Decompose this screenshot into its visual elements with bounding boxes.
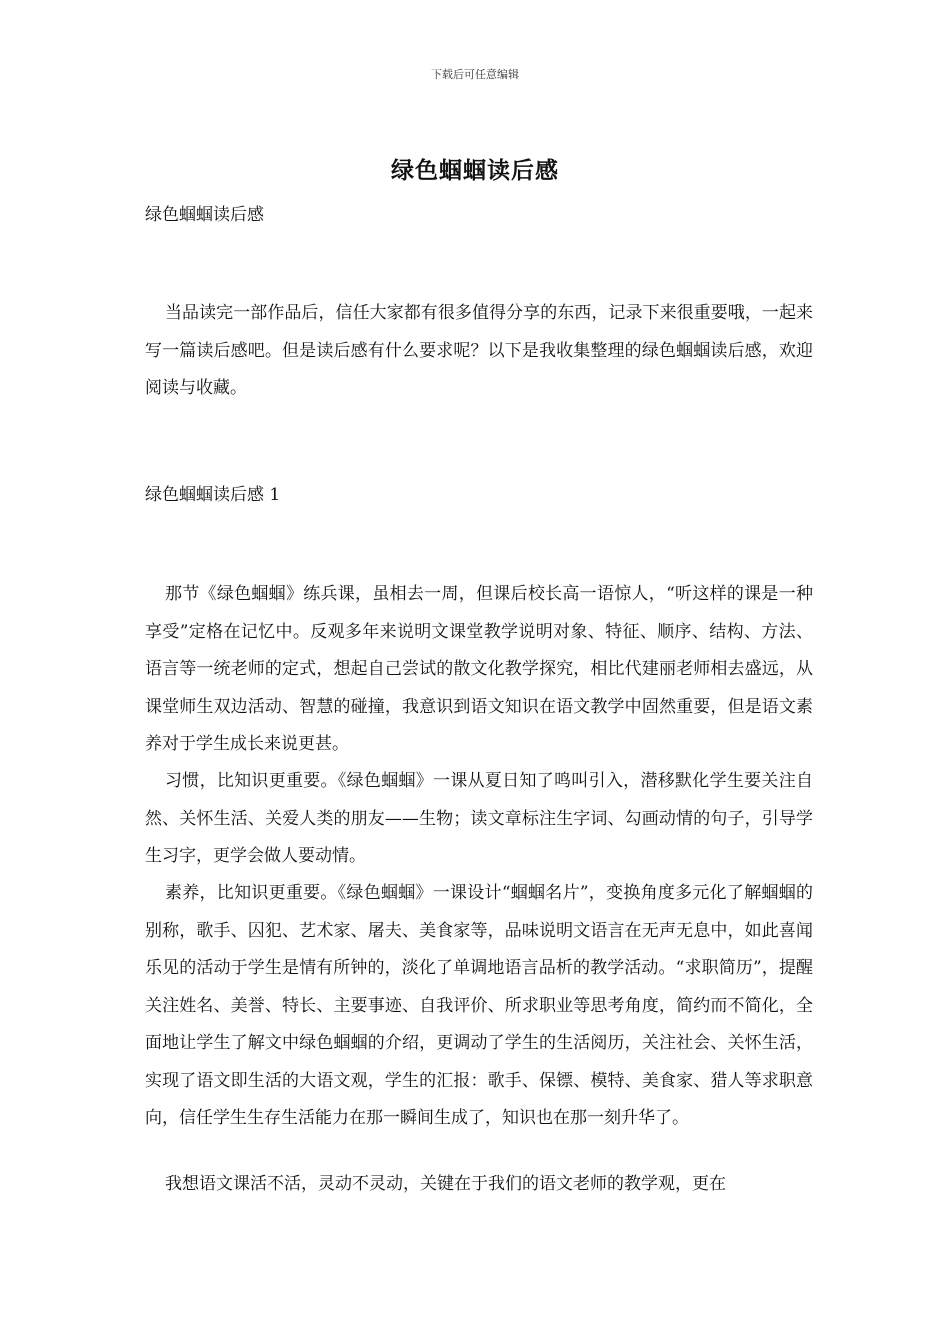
section-heading: 绿色蝈蝈读后感 1 <box>145 485 281 505</box>
body-paragraph: 习惯，比知识更重要。《绿色蝈蝈》一课从夏日知了鸣叫引入，潜移默化学生要关注自然、关怀生活、关爱人类的朋友——生物；读文章标注生字词、勾画动情的句子，引导学生习字，更学会做人要动情。 <box>145 771 813 866</box>
document-title: 绿色蝈蝈读后感 <box>391 157 559 184</box>
body-paragraph: 我想语文课活不活，灵动不灵动，关键在于我们的语文老师的教学观，更在 <box>165 1174 726 1194</box>
intro-paragraph: 当品读完一部作品后，信任大家都有很多值得分享的东西，记录下来很重要哦，一起来写一篇读后感吧。但是读后感有什么要求呢？以下是我收集整理的绿色蝈蝈读后感，欢迎阅读与收藏。 <box>145 303 813 398</box>
body-paragraph: 素养，比知识更重要。《绿色蝈蝈》一课设计“蝈蝈名片”，变换角度多元化了解蝈蝈的别称，歌手、囚犯、艺术家、屠夫、美食家等，品味说明文语言在无声无息中，如此喜闻乐见的活动于学生是情有所钟的，淡化了单调地语言品析的教学活动。“求职简历”，提醒关注姓名、美誉、特长、主要事迹、自我评价、所求职业等思考角度，简约而不简化，全面地让学生了解文中绿色蝈蝈的介绍，更调动了学生的生活阅历，关注社会、关怀生活，实现了语文即生活的大语文观，学生的汇报：歌手、保镖、模特、美食家、猎人等求职意向，信任学生生存生活能力在那一瞬间生成了，知识也在那一刻升华了。 <box>145 883 813 1128</box>
document-subtitle: 绿色蝈蝈读后感 <box>145 205 264 225</box>
body-paragraph: 那节《绿色蝈蝈》练兵课，虽相去一周，但课后校长高一语惊人，“听这样的课是一种享受”定格在记忆中。反观多年来说明文课堂教学说明对象、特征、顺序、结构、方法、语言等一统老师的定式，想起自己尝试的散文化教学探究，相比代建丽老师相去盛远，从课堂师生双边活动、智慧的碰撞，我意识到语文知识在语文教学中固然重要，但是语文素养对于学生成长来说更甚。 <box>145 584 813 754</box>
header-note: 下载后可任意编辑 <box>431 68 519 81</box>
